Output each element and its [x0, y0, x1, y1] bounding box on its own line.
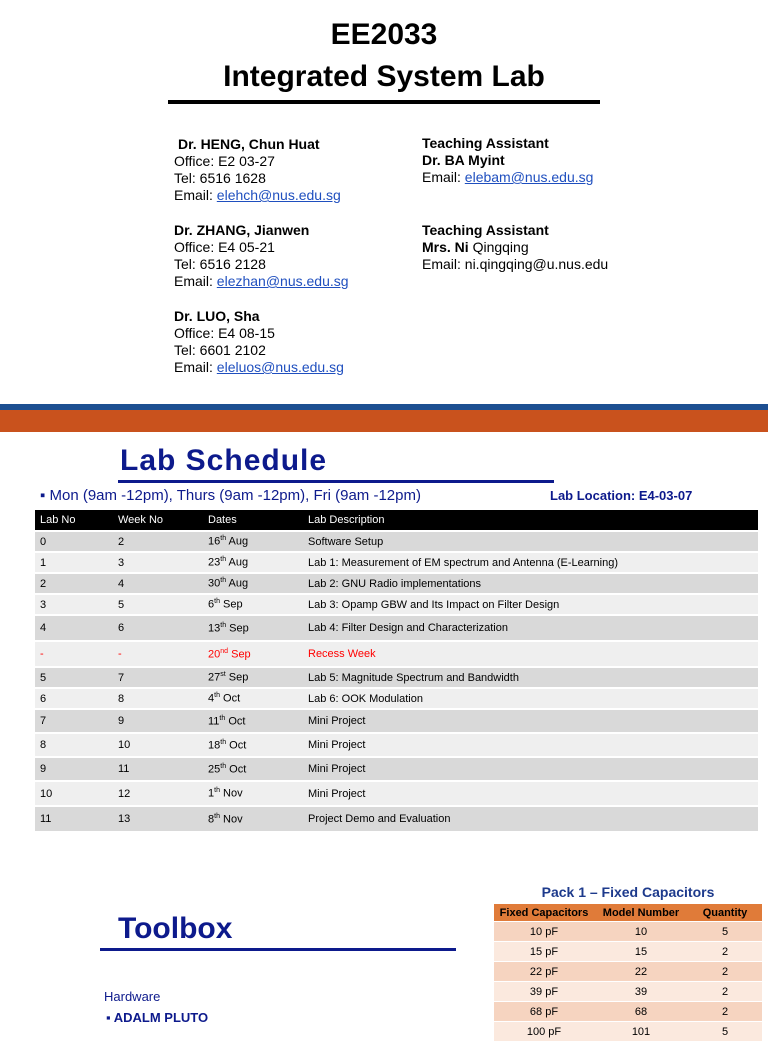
schedule-underline	[118, 480, 554, 483]
date-day: 11	[208, 715, 219, 727]
assistant-role: Teaching Assistant	[422, 135, 593, 152]
week-no: 4	[113, 573, 203, 594]
lab-location: Lab Location: E4-03-07	[550, 488, 692, 503]
assistant-name: Dr. BA Myint	[422, 152, 505, 168]
date-suffix: th	[220, 739, 226, 746]
table-cell: 2	[688, 942, 762, 962]
lecturer-name: Dr. HENG, Chun Huat	[174, 136, 341, 153]
date-month: Sep	[220, 599, 243, 611]
table-cell: 22 pF	[494, 962, 594, 982]
lab-no: -	[35, 641, 113, 667]
date-day: 20	[208, 648, 220, 660]
column-header: Lab No	[35, 510, 113, 531]
table-row	[35, 806, 758, 831]
assistant-name-rest: Qingqing	[469, 239, 529, 255]
table-cell: 100 pF	[494, 1022, 594, 1041]
week-no: 5	[113, 594, 203, 615]
toolbox-underline	[100, 948, 456, 951]
date-suffix: th	[220, 763, 226, 770]
table-row	[35, 781, 758, 806]
date-suffix: th	[214, 813, 220, 820]
lab-date	[203, 641, 303, 667]
lecturer-zhang	[174, 222, 349, 290]
table-row	[35, 641, 758, 667]
week-no: 9	[113, 709, 203, 733]
email-label: Email:	[174, 187, 217, 203]
date-day: 30	[208, 578, 220, 590]
lab-date	[203, 573, 303, 594]
title-underline	[168, 100, 600, 104]
table-row	[494, 1002, 762, 1022]
lab-no: 1	[35, 552, 113, 573]
date-day: 25	[208, 763, 220, 775]
date-day: 13	[208, 622, 220, 634]
date-day: 1	[208, 788, 214, 800]
date-month: Aug	[226, 557, 248, 569]
lecturer-office: Office: E2 03-27	[174, 153, 341, 170]
date-day: 4	[208, 693, 214, 705]
lab-no: 10	[35, 781, 113, 806]
date-suffix: th	[214, 692, 220, 699]
lab-no: 2	[35, 573, 113, 594]
pack-title: Pack 1 – Fixed Capacitors	[494, 884, 762, 900]
date-month: Sep	[228, 648, 251, 660]
schedule-title: Lab Schedule	[120, 444, 327, 478]
table-cell: 10	[594, 922, 688, 942]
date-suffix: th	[220, 577, 226, 584]
date-month: Aug	[226, 536, 248, 548]
table-cell: 5	[688, 1022, 762, 1041]
table-row	[35, 688, 758, 709]
lab-no: 9	[35, 757, 113, 781]
lab-date	[203, 781, 303, 806]
assistant-ba	[422, 135, 593, 186]
date-suffix: th	[219, 715, 225, 722]
lab-no: 4	[35, 615, 113, 641]
email-label: Email:	[422, 169, 465, 185]
column-header: Model Number	[594, 904, 688, 922]
week-no: 6	[113, 615, 203, 641]
column-header: Dates	[203, 510, 303, 531]
date-month: Nov	[220, 788, 243, 800]
date-month: Oct	[220, 693, 240, 705]
date-month: Nov	[220, 813, 243, 825]
date-suffix: nd	[220, 648, 228, 655]
lab-date	[203, 667, 303, 688]
lab-description: Lab 4: Filter Design and Characterization	[303, 615, 758, 641]
date-suffix: th	[214, 598, 220, 605]
lecturer-name: Dr. ZHANG, Jianwen	[174, 222, 349, 239]
lab-description: Mini Project	[303, 781, 758, 806]
week-no: 3	[113, 552, 203, 573]
table-row	[35, 733, 758, 757]
lab-date	[203, 531, 303, 552]
date-month: Sep	[226, 622, 249, 634]
lab-date	[203, 594, 303, 615]
week-no: 7	[113, 667, 203, 688]
lab-no: 3	[35, 594, 113, 615]
lab-date	[203, 806, 303, 831]
table-cell: 2	[688, 1002, 762, 1022]
column-header: Quantity	[688, 904, 762, 922]
lab-description: Mini Project	[303, 733, 758, 757]
table-row	[35, 709, 758, 733]
lecturer-luo	[174, 308, 344, 376]
date-day: 27	[208, 672, 220, 684]
week-no: 10	[113, 733, 203, 757]
course-title: Integrated System Lab	[0, 60, 768, 94]
table-row	[35, 615, 758, 641]
email-link[interactable]: elehch@nus.edu.sg	[217, 187, 341, 203]
hardware-item: ▪ ADALM PLUTO	[106, 1010, 208, 1025]
date-month: Oct	[225, 715, 245, 727]
table-row	[494, 962, 762, 982]
date-month: Oct	[226, 763, 246, 775]
table-row	[35, 552, 758, 573]
lab-description: Lab 3: Opamp GBW and Its Impact on Filter Design	[303, 594, 758, 615]
date-suffix: th	[220, 622, 226, 629]
lab-description: Software Setup	[303, 531, 758, 552]
column-header: Fixed Capacitors	[494, 904, 594, 922]
email-link[interactable]: elezhan@nus.edu.sg	[217, 273, 349, 289]
column-header: Lab Description	[303, 510, 758, 531]
lab-description: Lab 6: OOK Modulation	[303, 688, 758, 709]
lab-no: 5	[35, 667, 113, 688]
lab-description: Mini Project	[303, 709, 758, 733]
lab-date	[203, 688, 303, 709]
lab-no: 7	[35, 709, 113, 733]
date-day: 8	[208, 813, 214, 825]
date-suffix: st	[220, 671, 225, 678]
table-cell: 22	[594, 962, 688, 982]
lab-description: Lab 2: GNU Radio implementations	[303, 573, 758, 594]
lab-no: 6	[35, 688, 113, 709]
lab-date	[203, 615, 303, 641]
date-day: 6	[208, 599, 214, 611]
table-cell: 2	[688, 962, 762, 982]
lab-date	[203, 709, 303, 733]
week-no: -	[113, 641, 203, 667]
date-day: 23	[208, 557, 220, 569]
assistant-role: Teaching Assistant	[422, 222, 608, 239]
week-no: 12	[113, 781, 203, 806]
date-day: 18	[208, 739, 220, 751]
lecturer-name: Dr. LUO, Sha	[174, 308, 344, 325]
lecturer-heng	[174, 136, 341, 204]
table-cell: 68	[594, 1002, 688, 1022]
lecturer-tel: Tel: 6516 2128	[174, 256, 349, 273]
table-cell: 68 pF	[494, 1002, 594, 1022]
table-row	[35, 757, 758, 781]
table-row	[494, 922, 762, 942]
email-label: Email: ni.qingqing@u.nus.edu	[422, 256, 608, 272]
date-suffix: th	[220, 556, 226, 563]
lecturer-office: Office: E4 05-21	[174, 239, 349, 256]
email-label: Email:	[174, 273, 217, 289]
hardware-label: Hardware	[104, 989, 160, 1004]
table-header-row	[494, 904, 762, 922]
capacitor-table	[494, 904, 762, 1041]
schedule-table	[35, 510, 758, 831]
lab-no: 8	[35, 733, 113, 757]
table-row	[35, 531, 758, 552]
lab-description: Lab 5: Magnitude Spectrum and Bandwidth	[303, 667, 758, 688]
column-header: Week No	[113, 510, 203, 531]
table-cell: 2	[688, 982, 762, 1002]
lab-description: Lab 1: Measurement of EM spectrum and Antenna (E-Learning)	[303, 552, 758, 573]
date-suffix: th	[214, 787, 220, 794]
divider-band-orange	[0, 410, 768, 432]
date-month: Sep	[226, 672, 249, 684]
lab-description: Project Demo and Evaluation	[303, 806, 758, 831]
table-row	[35, 667, 758, 688]
email-label: Email:	[174, 359, 217, 375]
date-month: Aug	[226, 578, 248, 590]
assistant-ni	[422, 222, 608, 273]
toolbox-title: Toolbox	[118, 912, 232, 946]
lab-no: 11	[35, 806, 113, 831]
lab-date	[203, 733, 303, 757]
table-cell: 101	[594, 1022, 688, 1041]
lab-date	[203, 757, 303, 781]
email-link[interactable]: eleluos@nus.edu.sg	[217, 359, 344, 375]
date-suffix: th	[220, 535, 226, 542]
table-cell: 10 pF	[494, 922, 594, 942]
lab-description: Mini Project	[303, 757, 758, 781]
table-cell: 15	[594, 942, 688, 962]
lecturer-tel: Tel: 6601 2102	[174, 342, 344, 359]
lab-date	[203, 552, 303, 573]
table-row	[35, 594, 758, 615]
date-month: Oct	[226, 739, 246, 751]
table-row	[494, 982, 762, 1002]
week-no: 13	[113, 806, 203, 831]
week-no: 11	[113, 757, 203, 781]
lab-no: 0	[35, 531, 113, 552]
lecturer-tel: Tel: 6516 1628	[174, 170, 341, 187]
table-cell: 5	[688, 922, 762, 942]
table-cell: 15 pF	[494, 942, 594, 962]
lecturer-office: Office: E4 08-15	[174, 325, 344, 342]
email-link[interactable]: elebam@nus.edu.sg	[465, 169, 594, 185]
course-code: EE2033	[0, 18, 768, 52]
date-day: 16	[208, 536, 220, 548]
table-cell: 39 pF	[494, 982, 594, 1002]
assistant-name: Mrs. Ni	[422, 239, 469, 255]
table-row	[494, 942, 762, 962]
lab-description: Recess Week	[303, 641, 758, 667]
week-no: 8	[113, 688, 203, 709]
table-row	[35, 573, 758, 594]
schedule-times: ▪ Mon (9am -12pm), Thurs (9am -12pm), Fri (9am -12pm)	[40, 487, 421, 504]
week-no: 2	[113, 531, 203, 552]
table-header-row	[35, 510, 758, 531]
table-cell: 39	[594, 982, 688, 1002]
table-row	[494, 1022, 762, 1041]
